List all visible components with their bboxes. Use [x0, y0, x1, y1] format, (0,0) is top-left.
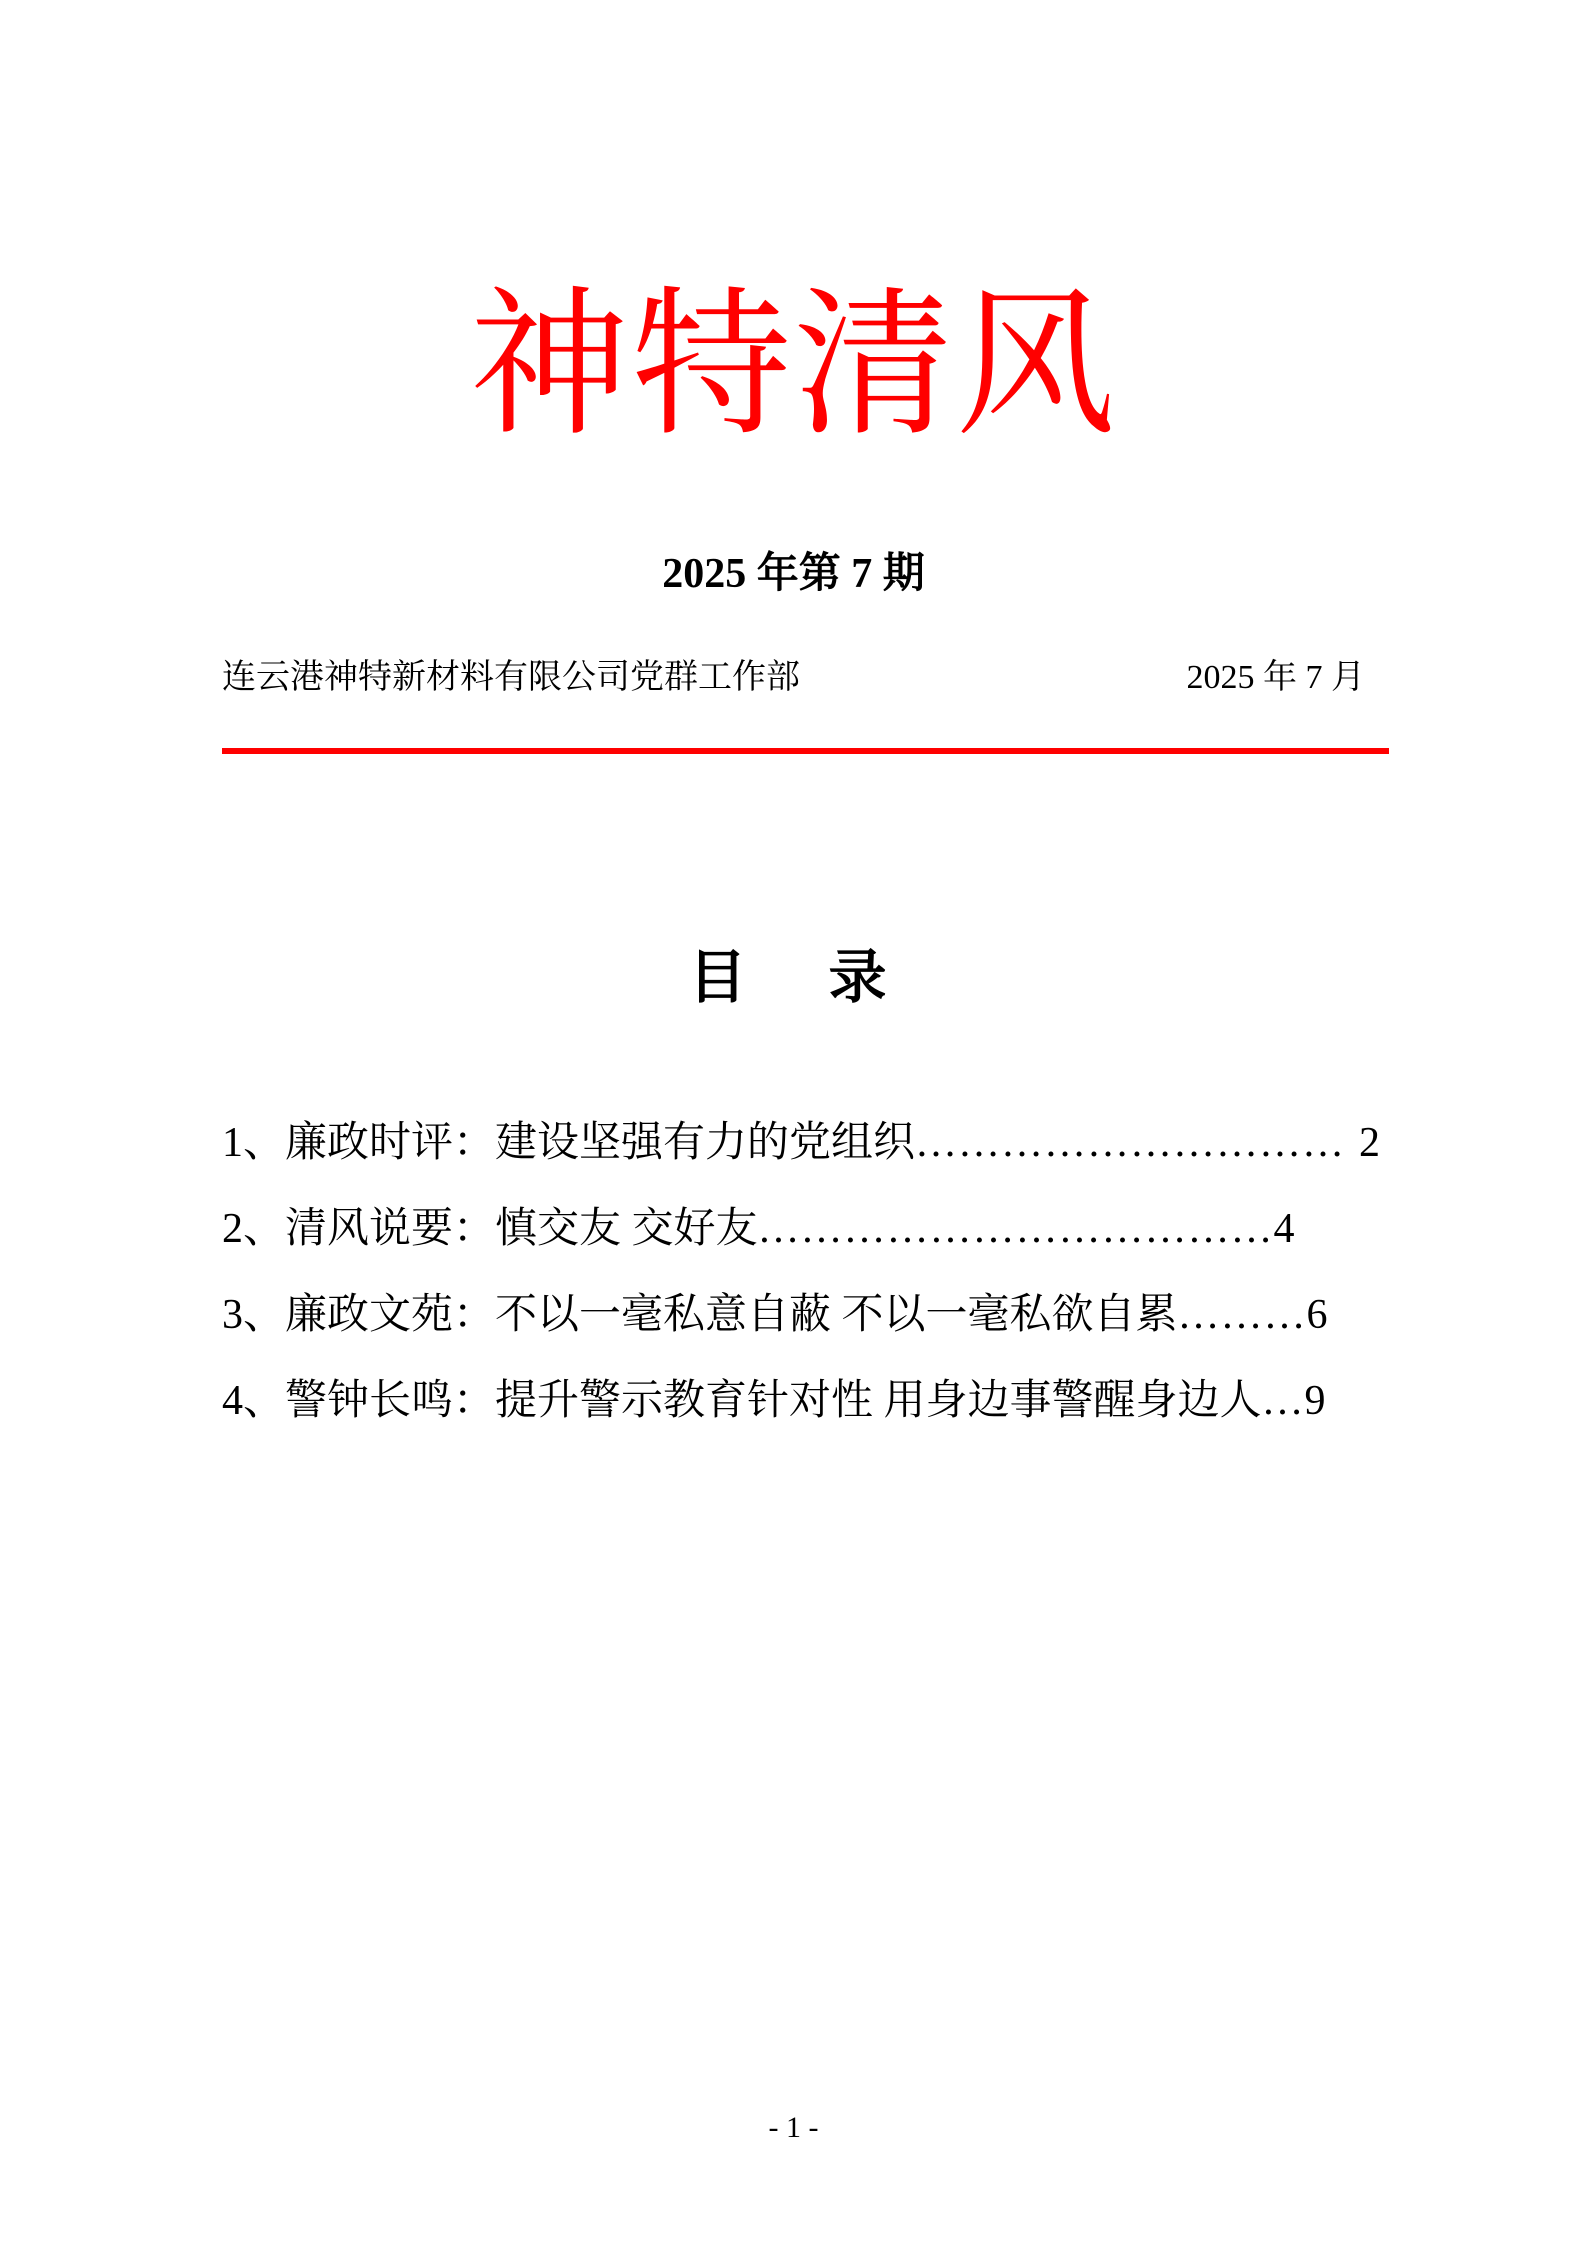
- toc-heading: 目 录: [688, 945, 899, 1010]
- toc-dot-leader: …………………………: [915, 1120, 1346, 1166]
- toc-page-number: 2: [1359, 1120, 1381, 1166]
- toc-page-number: 6: [1306, 1292, 1328, 1338]
- toc-entry-label: 1、廉政时评：建设坚强有力的党组织: [222, 1120, 916, 1166]
- toc-entry: [222, 1186, 1389, 1272]
- toc-page-number: 4: [1273, 1206, 1295, 1252]
- toc-entry-label: 4、警钟长鸣：提升警示教育针对性 用身边事警醒身边人: [222, 1378, 1262, 1424]
- publisher-row: [222, 652, 1365, 703]
- toc-entry: [222, 1100, 1389, 1186]
- toc-dot-leader: ………: [1177, 1292, 1307, 1338]
- issue-number: 2025 年第 7 期: [662, 551, 925, 597]
- newsletter-title: 神特清风: [469, 277, 1118, 455]
- toc-entry-label: 3、廉政文苑：不以一毫私意自蔽 不以一毫私欲自累: [222, 1292, 1178, 1338]
- page-number: - 1 -: [768, 2111, 819, 2144]
- publish-date: 2025 年 7 月: [1186, 659, 1365, 696]
- toc-entry: [222, 1358, 1389, 1444]
- toc-page-number: 9: [1304, 1378, 1326, 1424]
- toc-list: [222, 1100, 1389, 1444]
- toc-dot-leader: ………………………………: [757, 1206, 1274, 1252]
- toc-entry: [222, 1272, 1389, 1358]
- red-divider-rule: [222, 748, 1389, 754]
- toc-dot-leader: …: [1261, 1378, 1305, 1424]
- toc-entry-label: 2、清风说要：慎交友 交好友: [222, 1206, 758, 1252]
- publisher-name: 连云港神特新材料有限公司党群工作部: [222, 659, 800, 696]
